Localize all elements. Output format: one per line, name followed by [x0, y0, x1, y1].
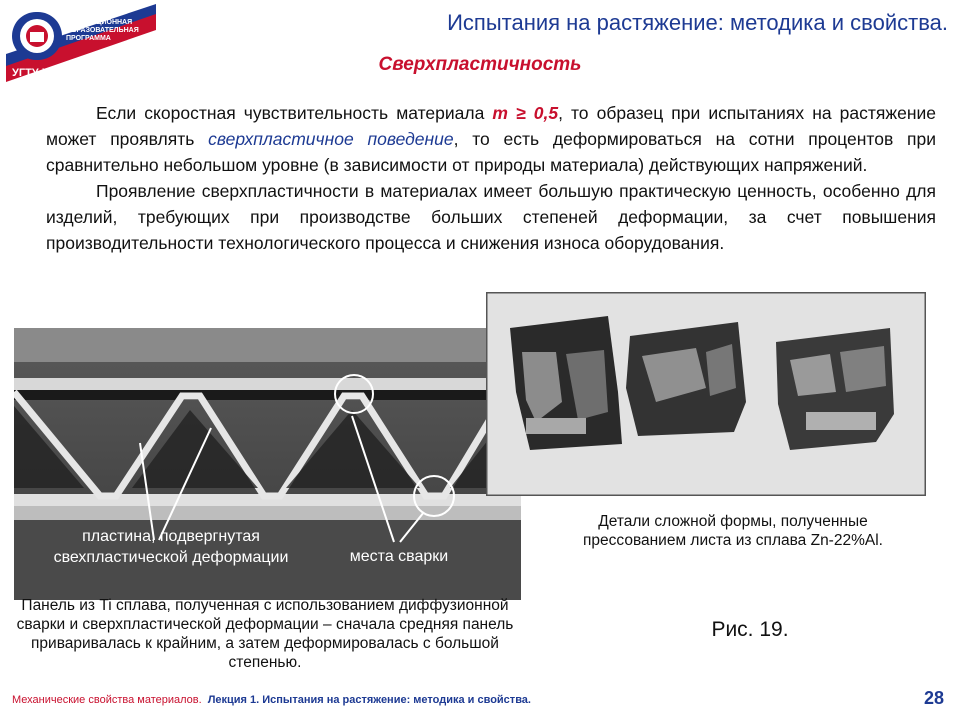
paragraph-2: Проявление сверхпластичности в материалах имеет большую практическую ценность, особенно для изделий, требующих при производстве больших степеней деформации, за счет повышения производительности технологического процесса и снижения износа оборудования.	[46, 181, 936, 253]
logo-short-name: УГТУ-УПИ	[12, 67, 65, 79]
page-number: 28	[923, 688, 944, 708]
superplastic-term: сверхпластичное поведение	[208, 129, 454, 149]
zn-al-parts-photo	[486, 292, 926, 496]
plate-label: пластина, подвергнутая свехпластической деформации	[53, 528, 289, 566]
weld-label: места сварки	[349, 548, 449, 565]
footer-course: Механические свойства материалов.	[12, 694, 202, 706]
ti-panel-caption: Панель из Ti сплава, полученная с использованием диффузионной сварки и сверхпластической деформации – сначала средняя панель приваривалась к крайним, а затем деформировалась с большой степенью.	[16, 597, 514, 671]
body-text	[46, 100, 936, 256]
paragraph-1: Если скоростная чувствительность материала m ≥ 0,5, то образец при испытаниях на растяжение может проявлять сверхпластичное поведение, то есть деформироваться на сотни процентов при сравнительно небольшом уровне (в зависимости от природы материала) действующих напряжений.	[46, 103, 936, 175]
section-subtitle: Сверхпластичность	[378, 54, 582, 75]
figure-label: Рис. 19.	[711, 618, 789, 641]
footer-lecture: Лекция 1. Испытания на растяжение: методика и свойства.	[207, 694, 531, 706]
logo-line-1: ИННОВАЦИОННАЯ	[66, 19, 133, 26]
slide-title: Испытания на растяжение: методика и свойства.	[447, 10, 948, 35]
sensitivity-condition: m ≥ 0,5	[492, 103, 559, 123]
zn-al-parts-caption: Детали сложной формы, полученные прессованием листа из сплава Zn-22%Al.	[583, 513, 883, 549]
logo-line-3: ПРОГРАММА	[66, 35, 111, 42]
footer	[12, 694, 531, 706]
logo-line-2: ОБРАЗОВАТЕЛЬНАЯ	[66, 27, 139, 34]
